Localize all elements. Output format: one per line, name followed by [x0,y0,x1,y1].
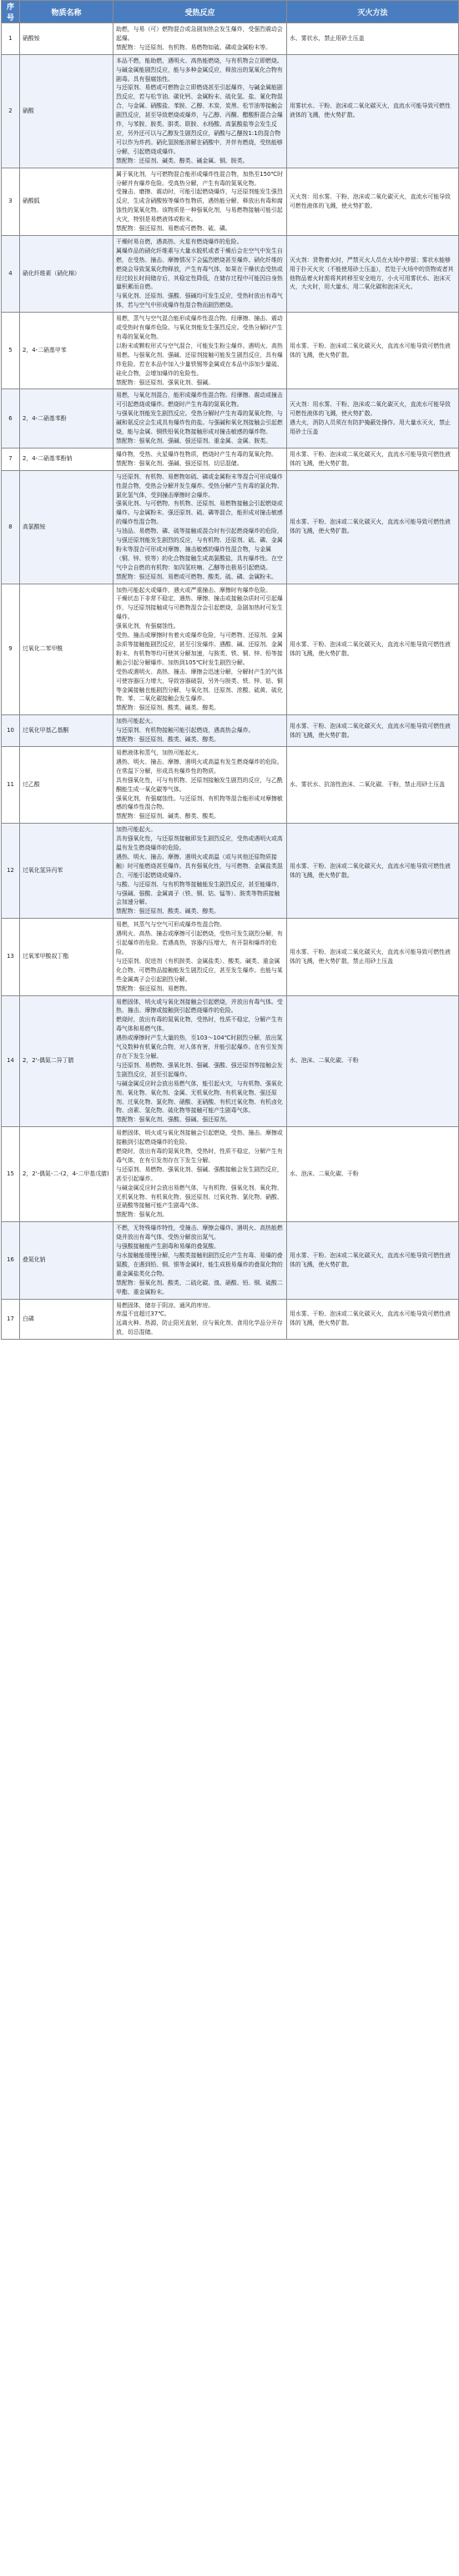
table-row [2,168,459,235]
cell-no: 4 [2,235,20,312]
cell-no: 12 [2,824,20,919]
cell-reaction: 易燃，蒸气与空气混合能形成爆炸性混合物。经摩擦、撞击、震动或受热时有爆炸危险。与氧化剂能发生强烈反应。受热分解时产生有毒的氮氧化物。 以粉末或颗粒形式与空气混合，可能发生粉尘爆炸。遇明火、高热易燃。与强氧化剂、强碱、还原剂接触可能发生剧烈反应，具有爆炸危险。若在本品中加入少量铁锡等金属或在本品中添加少量硫、硅化合物，会增加爆炸的危险性。 禁配物：强还原剂、强氧化剂、强碱。 [113,313,287,389]
cell-reaction: 易燃，与氧化剂混合，能形成爆炸性混合物。经摩擦、震动或撞击可引起燃烧或爆炸。燃烧时产生有毒的氮氧化物。 与强氧化剂能发生剧烈反应。受热分解时产生有毒的氮氧化物，与碱和氨反应会生成具有爆炸性的盐。与强碱和氧化剂接触会引起燃烧，能与金属、铜铁铅氧化物接触形成对撞击敏感的爆炸物。 禁配物：强氧化剂、强碱、强还原剂、重金属、金属、胺类。 [113,389,287,448]
table-row [2,470,459,584]
cell-no: 10 [2,715,20,747]
cell-method: 用雾状水、干粉、泡沫或二氧化碳灭火，直流水可能导致可燃性液体的飞溅，使火势扩散。 [287,54,459,168]
cell-method: 用水雾、干粉、泡沫或二氧化碳灭火，直流水可能导致可燃性液体的飞溅，使火势扩散。 [287,1222,459,1299]
table-row [2,389,459,448]
cell-no: 5 [2,313,20,389]
hazmat-table [1,0,459,1340]
cell-no: 17 [2,1299,20,1340]
cell-reaction: 加热可能起火。 具有强氧化性，与还原剂接触即发生剧烈反应，受热或遇明火或高温有发生燃烧爆炸的危险。 遇热、明火、撞击、摩擦、遇明火或高温（或与其他还原物质接触）时可能燃烧甚至爆炸。具有强氧化性，与可燃物、金属盐类混合，可能引起燃烧或爆炸。 与酸、与还原剂、与有机物等接触能发生剧烈反应，甚至能爆炸，与强碱、强酸、金属离子（铁、铜、钴、锰等）、胺类等物质接触会加速分解。 禁配物：强还原剂、酸类、碱类、醇类。 [113,824,287,919]
table-row [2,746,459,823]
cell-no: 9 [2,584,20,715]
cell-name: 2，2'-偶氮-二-(2，4-二甲基戊腈) [20,1127,113,1222]
cell-method: 用水雾、干粉、泡沫或二氧化碳灭火，直流水可能导致可燃性液体的飞溅，使火势扩散，禁止用砂土压盖 [287,919,459,995]
cell-method: 水、雾状水、抗溶性泡沫、二氧化碳、干粉，禁止用砂土压盖 [287,746,459,823]
table-row [2,313,459,389]
cell-reaction: 助燃，与易（可）燃物混合或急剧加热会发生爆炸，受强烈震动会起爆。 禁配物：与还原剂、有机物、易燃物如硫、磷或金属粉末等。 [113,23,287,55]
cell-method: 灭火剂：用水雾、干粉、泡沫或二氧化碳灭火，直流水可能导致可燃性液体的飞溅，使火势扩散。 遇大火，消防人员须在有防护掩蔽处操作。用大量水灭火，禁止用砂土压盖 [287,389,459,448]
cell-method: 用水雾、干粉、泡沫或二氧化碳灭火，直流水可能导致可燃性液体的飞溅，使火势扩散。 [287,313,459,389]
cell-name: 硝酸铵 [20,23,113,55]
cell-no: 6 [2,389,20,448]
cell-no: 2 [2,54,20,168]
cell-no: 3 [2,168,20,235]
cell-reaction: 干燥时易自燃，遇高热、火星有燃烧爆炸的危险。 属爆炸品的硝化纤维素与大量水脱机或者干燥后会在空气中发生自燃，在受热、撞击、摩擦情况下会猛烈燃烧甚至爆炸。硝化纤维的燃烧会导致氮氧化物释放，产生有毒气体，如果在干燥状态受热或经过较长时间储存后，其稳定性降低，在储存过程中可能因自身热量积累而自燃。 与氧化剂、还原剂、强酸、强碱均可发生反应，受热时放出有毒气体，若与空气中形成爆炸性混合物而剧烈燃烧。 [113,235,287,312]
cell-method: 水、泡沫、二氧化碳、干粉 [287,995,459,1127]
table-row [2,824,459,919]
cell-reaction: 本品不燃，能助燃，遇明火、高热能燃烧，与有机物会立即燃烧。与碱金属能剧烈反应，能与多种金属反应，释放出的氮氧化合物有剧毒。具有强腐蚀性。 与还原剂、易燃或可燃物会立即燃烧甚至引起爆炸，与碱金属能剧烈反应，若与松节油、碳化钙、金属粉末、硫化氢、盐、氰化物混合，与金属、硝酸盐、苯胺、乙醇、木炭、炭黑、松节油等接触会剧烈反应，甚至导致燃烧或爆炸，与乙醇、丙酮、醋酸酐混合会爆炸，与苯胺、胺类、肼类、联胺、水杨酸、高氯酸盐等会发生反应，另外还可以与乙醇发生剧烈反应，硝酸与乙醚按1:1的混合物可以作为炸药。硝化氢胺能溶解在硝酸中，并伴有燃烧，受热能够分解，引起燃烧或爆炸。 禁配物：还原剂、碱类、醇类、碱金属、铜、胺类。 [113,54,287,168]
cell-method: 用水雾、干粉、泡沫或二氧化碳灭火，直流水可能导致可燃性液体的飞溅，使火势扩散。 [287,448,459,470]
table-row [2,715,459,747]
cell-name: 白磷 [20,1299,113,1340]
cell-name: 高氯酸铵 [20,470,113,584]
cell-name: 过氧化氢异丙苯 [20,824,113,919]
cell-reaction: 与还原剂、有机物、易燃物如硫、磷或金属粉末等混合可形成爆炸性混合物，受热会分解并发生爆炸。受热分解产生有毒的氯化物、氯化氢气体，受到撞击摩擦时会爆炸。 强氧化剂、与可燃物、有机物、还原剂、易燃物接触会引起燃烧或爆炸。与金属粉末、强还原剂、硫、磷等混合，能形成对撞击敏感的爆炸性混合物。 与油品、易燃物、磷、硫等接触或混合时有引起燃烧爆炸的危险，与强还原剂能发生剧烈的反应，与有机物、还原剂、硫、磷、金属粉末等混合可形成对摩擦、撞击敏感的爆炸性混合物，与金属（铜、锌、铁等）的化合物接触生成高氯酸盐，具有爆炸性。在空气中会自燃的有机物：如四氢呋喃、乙醚等也极易引起燃烧。 禁配物：强还原剂、易燃或可燃物、酸类、硫、磷、金属粉末。 [113,470,287,584]
cell-method: 用水雾、干粉、泡沫或二氧化碳灭火，直流水可能导致可燃性液体的飞溅，使火势扩散。 [287,715,459,747]
cell-reaction: 易燃固体，储存于阴凉、通风的库房。 库温不宜超过37℃。 远离火种、热源，防止阳光直射，应与氧化剂、食用化学品分开存放，切忌混储。 [113,1299,287,1340]
cell-name: 2，4-二硝基苯酚 [20,389,113,448]
header-method: 灭火方法 [287,1,459,23]
cell-name: 叠氮化钠 [20,1222,113,1299]
table-row [2,448,459,470]
cell-no: 15 [2,1127,20,1222]
cell-reaction: 易燃固体，明火或与氧化剂接触会引起燃烧，并放出有毒气体。受热、撞击、摩擦或接触到引起燃烧爆炸的危险。 燃烧时，放出有毒的氮氧化物，受热时，性质不稳定，分解产生有毒气体和易燃气体。 遇热或摩擦时产生大量的热，至103～104℃时剧烈分解，放出氮气及数种有机氰化合物，对人体有害，并能引起爆炸。在有引发剂存在下发生分解。 与还原剂、易燃物、强氧化剂、强碱、强酸、强还原剂等接触会发生剧烈反应，甚至引起爆炸。 与碱金属反应时会放出易燃气体，能引起火灾，与有机物、强氧化剂、氧化物、氧化剂、金属、无机氧化物、有机氧化物、强还原剂、过氧化物、氯化物、硝酸、亚硝酸、有机过氧化物、有机卤化物、卤素、氢化物、硫化物等接触可能产生剧毒气体。 禁配物：强氧化剂、强酸、强碱、强还原剂。 [113,995,287,1127]
cell-reaction: 加热可能起火或爆炸，遇火或严重撞击、摩擦时有爆炸危险。 干燥状态下非常不稳定，遇热、摩擦、撞击或接触杂质时可引起爆炸，与还原剂接触或与可燃物混合会引起燃烧，急剧加热时可发生爆炸。 强氧化剂，有强腐蚀性。 受热、撞击或摩擦时有着火或爆炸危险，与可燃物、还原剂、金属杂质等接触能剧烈反应，甚至引发爆炸。遇酸、碱、还原剂、金属粉末、有机物等均可使其分解加速，与胺类、铁、铜、锌、铅等接触会引起分解爆炸。加热到105℃时发生剧烈分解。 受热或遇明火、高热、撞击、摩擦会迅速分解，分解时产生的气体可使容器压力增大，导致容器破裂，另外与胺类、铁、锌、钴、铜等金属接触也能剧烈分解，与氧化剂、还原剂、浓酸、硫黄、硫化物、苯、二氧化碳接触会发生爆炸。 禁配物：强还原剂、酸类、碱类、醇类。 [113,584,287,715]
cell-method: 水、泡沫、二氧化碳、干粉 [287,1127,459,1222]
cell-name: 2，4-二硝基甲苯 [20,313,113,389]
cell-method: 灭火剂：用水雾、干粉、泡沫或二氧化碳灭火，直流水可能导致可燃性液体的飞溅，使火势扩散。 [287,168,459,235]
cell-method: 用水雾、干粉、泡沫或二氧化碳灭火，直流水可能导致可燃性液体的飞溅，使火势扩散。 [287,1299,459,1340]
cell-name: 硝化纤维素（硝化棉） [20,235,113,312]
cell-name: 过氧化二苯甲酰 [20,584,113,715]
cell-reaction: 属于氧化剂，与可燃物混合能形成爆炸性混合物，加热至150℃时分解并有爆炸危险。受高热分解，产生有毒的氮氧化物。 受撞击、磨擦、震动时，可能引起燃烧爆炸，与还原剂能发生强烈反应，生成含硝酸铵等爆炸性物质，遇热能分解，释放出有毒和腐蚀性的氮氧化物。该物质是一种强氧化剂，与易燃物接触可能引起火灾，特别是易燃液体或粉末。 禁配物：强还原剂、易燃或可燃物、硫、磷。 [113,168,287,235]
table-row [2,1299,459,1340]
header-name: 物质名称 [20,1,113,23]
cell-reaction: 爆炸物，受热、火星爆炸性物质，燃烧时产生有毒的氮氧化物。 禁配物：强氧化剂、强碱、强还原剂、切忌混储。 [113,448,287,470]
cell-name: 硝酸胍 [20,168,113,235]
cell-name: 2，2'-偶氮二异丁腈 [20,995,113,1127]
header-row [2,1,459,23]
cell-name: 2，4-二硝基苯酚钠 [20,448,113,470]
cell-method: 水、雾状水，禁止用砂土压盖 [287,23,459,55]
table-row [2,54,459,168]
cell-method: 灭火剂：货物着火时，严禁灭火人员在火场中停留；雾状水能够用于扑灭火灾（不能使用砂土压盖），若处于火场中的货物或者其他物品着火时需将其转移至安全地方，小火可用雾状水、泡沫灭火，大火时，用大量水，用二氧化碳和泡沫灭火。 [287,235,459,312]
cell-no: 8 [2,470,20,584]
cell-reaction: 易燃，其蒸气与空气可形成爆炸性混合物。 遇明火、高热、撞击或摩擦可引起燃烧，受热可发生剧烈分解，有引起爆炸的危险。若遇高热，容器内压增大，有开裂和爆炸的危险。 与还原剂、促进剂（有机胺类、金属盐类）、酸类、碱类、重金属化合物、可燃物品接触能发生剧烈反应，甚至发生爆炸。也能与某些金属离子会引起剧烈分解。 禁配物：强还原剂、易燃物。 [113,919,287,995]
cell-method: 用水雾、干粉、泡沫或二氧化碳灭火，直流水可能导致可燃性液体的飞溅，使火势扩散。 [287,470,459,584]
cell-no: 7 [2,448,20,470]
cell-no: 1 [2,23,20,55]
cell-method: 用水雾、干粉、泡沫或二氧化碳灭火，直流水可能导致可燃性液体的飞溅，使火势扩散。 [287,824,459,919]
cell-no: 16 [2,1222,20,1299]
table-row [2,919,459,995]
cell-name: 过乙酸 [20,746,113,823]
cell-reaction: 加热可能起火。 与还原剂、有机物接触可能引起燃烧，遇高热会爆炸。 禁配物：强还原剂、酸类、碱类、醇类。 [113,715,287,747]
cell-reaction: 不燃，无特殊爆炸特性，受撞击、摩擦会爆炸。遇明火、高热能燃烧并放出有毒气体，受热分解放出氮气。 与强酸接触能产生剧毒和易爆的叠氮酸。 与水接触能缓慢分解，与酸类接触则剧烈反应产生有毒、易爆的叠氮酸，在遇到铅、铜、银等金属时，能生成极易爆炸的叠氮化物的重金属盐类化合物。 禁配物：强氧化剂、酸类、二硫化碳、溴、硝酸、铅、铜、硫酸二甲酯、重金属粉末。 [113,1222,287,1299]
table-row [2,235,459,312]
cell-no: 13 [2,919,20,995]
table-row [2,23,459,55]
cell-name: 硝酸 [20,54,113,168]
cell-no: 11 [2,746,20,823]
cell-method: 用水雾、干粉、泡沫或二氧化碳灭火，直流水可能导致可燃性液体的飞溅，使火势扩散。 [287,584,459,715]
cell-reaction: 易燃固体，明火或与氧化剂接触会引起燃烧，受热、撞击、摩擦或接触到引起燃烧爆炸的危险。 燃烧时，放出有毒的氮氧化物，受热时，性质不稳定，分解产生有毒气体，在有引发剂存在下发生分解。 与还原剂、易燃物、强氧化剂、强碱、强酸接触会发生剧烈反应，甚至引起爆炸。 与碱金属反应时会放出易燃气体，与有机物、强氧化剂、氧化物、无机氧化物、有机氧化物、强还原剂、过氧化物、氯化物、硝酸、亚硝酸等接触可能产生剧毒气体。 禁配物：强氧化剂。 [113,1127,287,1222]
header-reaction: 受热反应 [113,1,287,23]
table-row [2,1222,459,1299]
header-no: 序号 [2,1,20,23]
table-row [2,995,459,1127]
cell-reaction: 易燃液体和蒸气，加热可能起火。 遇热、明火、撞击、摩擦、遇明火或高温有发生燃烧爆炸的危险。在常温下分解，形成具有爆炸性的物质。 具有强氧化性，可与有机物、还原剂接触发生剧烈的反应，与乙酰酮能生成一氧化碳等气体。 强氧化剂，有强腐蚀性。与还原剂、有机物等混合能形成对摩擦敏感的爆炸性混合物。 禁配物：强还原剂、碱类、醇类、酸类。 [113,746,287,823]
table-row [2,1127,459,1222]
cell-name: 过氧苯甲酸叔丁酯 [20,919,113,995]
cell-no: 14 [2,995,20,1127]
table-row [2,584,459,715]
cell-name: 过氧化甲基乙基酮 [20,715,113,747]
